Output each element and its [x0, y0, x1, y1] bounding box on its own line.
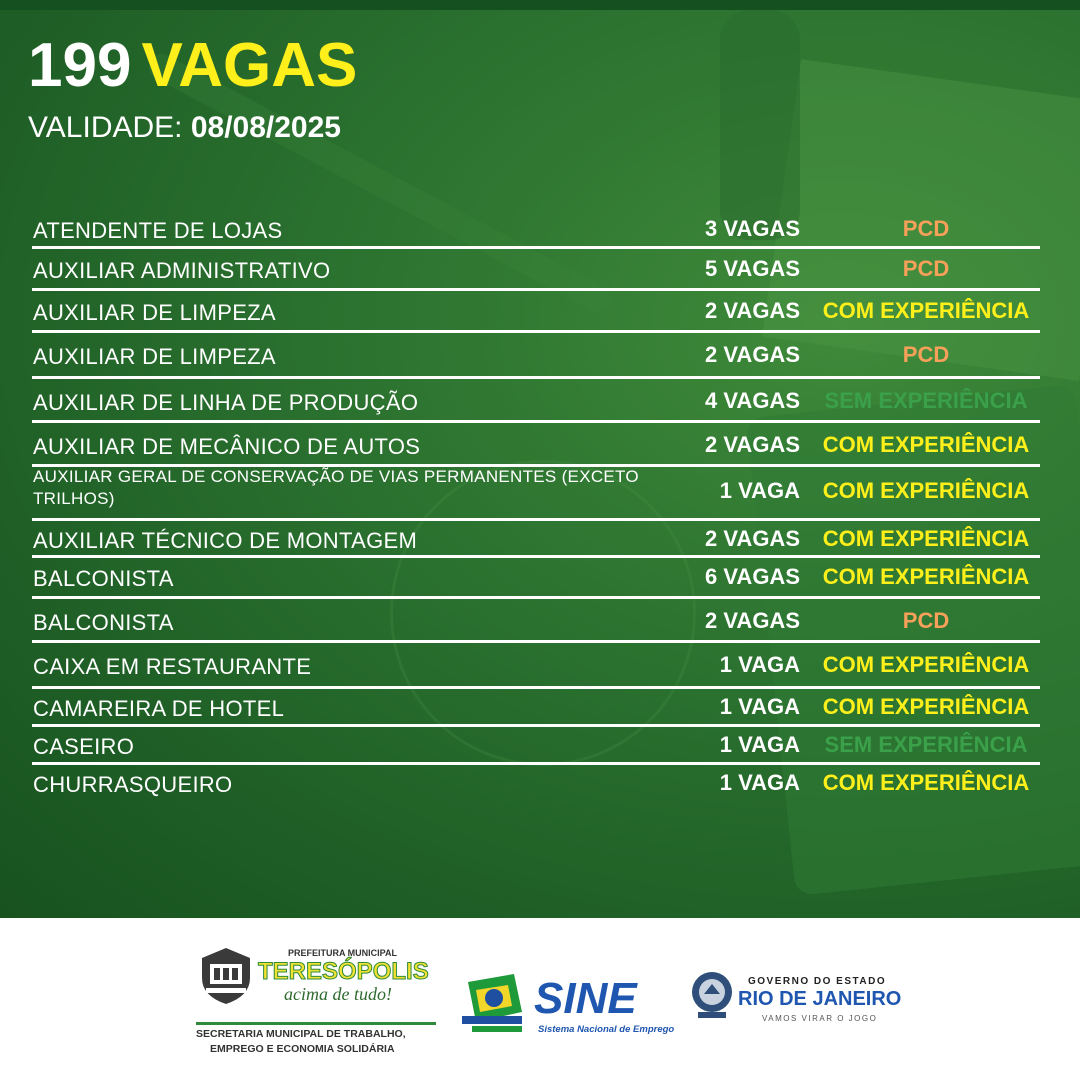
row-separator	[32, 420, 1040, 423]
job-title: CASEIRO	[33, 734, 135, 759]
job-requirement: PCD	[902, 256, 950, 281]
job-vacancies: 2 VAGAS	[705, 298, 800, 323]
secretaria-line-2: EMPREGO E ECONOMIA SOLIDÁRIA	[210, 1043, 395, 1055]
rio-de-janeiro-logo	[690, 968, 910, 1038]
job-title: AUXILIAR ADMINISTRATIVO	[33, 258, 331, 283]
job-title: AUXILIAR GERAL DE CONSERVAÇÃO DE VIAS PERMANENTES (EXCETO TRILHOS)	[33, 467, 639, 508]
job-title: BALCONISTA	[33, 610, 174, 635]
job-title: CAIXA EM RESTAURANTE	[33, 654, 312, 679]
rio-slogan: VAMOS VIRAR O JOGO	[762, 1014, 878, 1023]
secretaria-line-1: SECRETARIA MUNICIPAL DE TRABALHO,	[196, 1028, 406, 1040]
validity-label: VALIDADE:	[28, 111, 183, 144]
job-title: AUXILIAR DE MECÂNICO DE AUTOS	[33, 434, 421, 459]
job-requirement: COM EXPERIÊNCIA	[822, 298, 1030, 323]
vacancy-word: VAGAS	[141, 31, 358, 100]
rio-name: RIO DE JANEIRO	[738, 988, 902, 1010]
job-requirement: COM EXPERIÊNCIA	[822, 770, 1030, 795]
job-vacancies: 1 VAGA	[719, 652, 800, 677]
row-separator	[32, 686, 1040, 689]
job-requirement: COM EXPERIÊNCIA	[822, 694, 1030, 719]
rio-crest-icon	[690, 968, 734, 1024]
sine-flag-icon	[462, 972, 528, 1034]
job-requirement: COM EXPERIÊNCIA	[822, 652, 1030, 677]
validity-date: 08/08/2025	[190, 111, 341, 144]
rio-top-line: GOVERNO DO ESTADO	[748, 976, 887, 987]
job-vacancies: 6 VAGAS	[705, 564, 800, 589]
job-vacancies: 1 VAGA	[719, 694, 800, 719]
row-separator	[32, 330, 1040, 333]
row-separator	[32, 555, 1040, 558]
teresopolis-name: TERESÓPOLIS	[258, 958, 429, 985]
job-requirement: PCD	[902, 608, 950, 633]
job-requirement: COM EXPERIÊNCIA	[822, 526, 1030, 551]
job-title: CHURRASQUEIRO	[33, 772, 233, 797]
job-requirement: COM EXPERIÊNCIA	[822, 432, 1030, 457]
teresopolis-slogan: acima de tudo!	[284, 984, 392, 1004]
job-title: AUXILIAR DE LIMPEZA	[33, 300, 276, 325]
footer-logos	[0, 918, 1080, 1080]
job-title: AUXILIAR DE LINHA DE PRODUÇÃO	[33, 390, 419, 415]
teresopolis-divider	[196, 1022, 436, 1025]
vacancy-total: 199	[28, 31, 132, 100]
background-stamp-image	[720, 10, 800, 240]
row-separator	[32, 724, 1040, 727]
top-bar	[0, 0, 1080, 10]
job-requirement: COM EXPERIÊNCIA	[822, 564, 1030, 589]
job-vacancies: 2 VAGAS	[705, 608, 800, 633]
job-vacancies: 2 VAGAS	[705, 342, 800, 367]
row-separator	[32, 762, 1040, 765]
job-vacancies: 1 VAGA	[719, 732, 800, 757]
job-requirement: SEM EXPERIÊNCIA	[824, 732, 1028, 757]
row-separator	[32, 640, 1040, 643]
job-vacancies: 1 VAGA	[719, 770, 800, 795]
teresopolis-crest-icon	[196, 944, 256, 1006]
row-separator	[32, 376, 1040, 379]
row-separator	[32, 518, 1040, 521]
job-vacancies: 3 VAGAS	[705, 216, 800, 241]
teresopolis-logo	[196, 942, 436, 1062]
job-title: CAMAREIRA DE HOTEL	[33, 696, 285, 721]
row-separator	[32, 288, 1040, 291]
job-vacancies: 2 VAGAS	[705, 432, 800, 457]
job-title: AUXILIAR TÉCNICO DE MONTAGEM	[33, 528, 418, 553]
job-requirement: PCD	[902, 342, 950, 367]
job-title: AUXILIAR DE LIMPEZA	[33, 344, 276, 369]
job-vacancies: 5 VAGAS	[705, 256, 800, 281]
row-separator	[32, 246, 1040, 249]
teresopolis-top-line: PREFEITURA MUNICIPAL	[288, 948, 397, 958]
job-title: ATENDENTE DE LOJAS	[33, 218, 283, 243]
job-requirement: PCD	[902, 216, 950, 241]
job-vacancies: 4 VAGAS	[705, 388, 800, 413]
validity	[28, 108, 341, 148]
job-vacancies: 2 VAGAS	[705, 526, 800, 551]
sine-name: SINE	[534, 974, 637, 1023]
job-requirement: SEM EXPERIÊNCIA	[824, 388, 1028, 413]
job-vacancies: 1 VAGA	[719, 478, 800, 503]
job-requirement: COM EXPERIÊNCIA	[822, 478, 1030, 503]
page-title	[28, 30, 357, 102]
sine-logo	[462, 972, 675, 1042]
sine-subtitle: Sistema Nacional de Emprego	[538, 1024, 675, 1035]
job-title: BALCONISTA	[33, 566, 174, 591]
row-separator	[32, 596, 1040, 599]
